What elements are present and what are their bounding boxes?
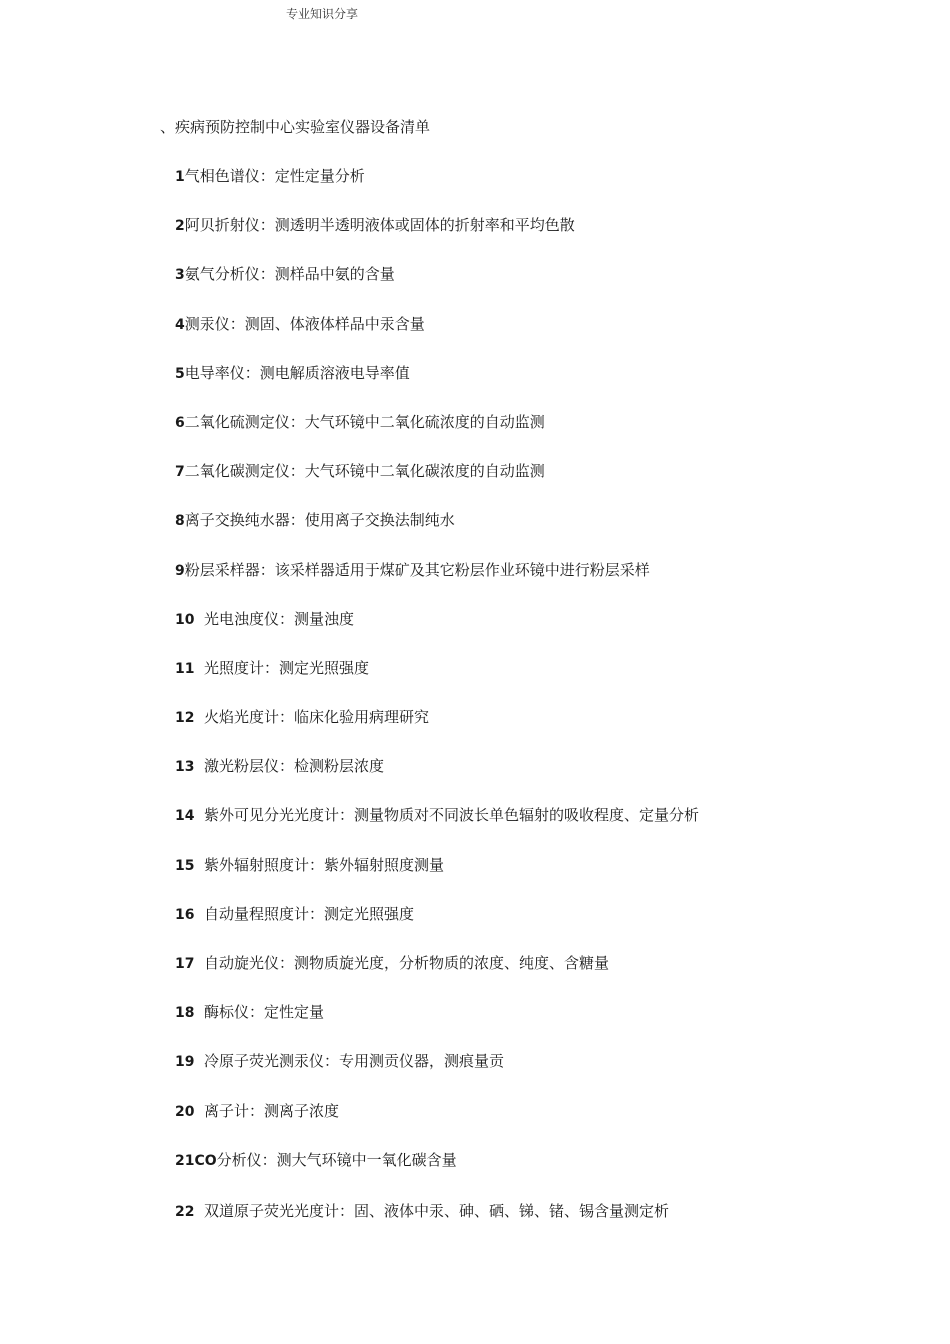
item-number: 1 [175,169,185,185]
item-text: 紫外可见分光光度计：测量物质对不同波长单色辐射的吸收程度、定量分析 [204,806,700,825]
list-item [175,264,699,313]
item-number: 17 [175,956,195,972]
item-number: 9 [175,562,185,579]
list-item [175,166,699,215]
item-text: 自动量程照度计：测定光照强度 [204,904,415,923]
item-number: 20 [175,1103,195,1120]
item-number: 4 [175,316,185,333]
list-item [175,412,699,461]
item-separator [194,659,204,677]
list-item [175,314,699,363]
item-number: 16 [175,906,195,923]
item-text: 氨气分析仪：测样品中氨的含量 [184,265,395,284]
item-separator [194,1202,204,1220]
item-text: 二氧化碳测定仪：大气环镜中二氧化碳浓度的自动监测 [184,462,545,481]
item-text: 光电浊度仪：测量浊度 [204,609,355,628]
item-number: 10 [175,611,195,628]
item-text: 离子交换纯水器：使用离子交换法制纯水 [184,511,455,530]
item-text: 冷原子荧光测汞仪：专用测贡仪器，测痕量贡 [204,1052,505,1071]
item-separator [194,1102,204,1120]
item-text: 酶标仪：定性定量 [204,1003,325,1022]
item-text: 测汞仪：测固、体液体样品中汞含量 [184,314,425,333]
document-title: 、疾病预防控制中心实验室仪器设备清单 [160,118,431,136]
list-item [175,904,699,953]
item-number: 11 [175,660,195,677]
item-number: 22 [175,1203,195,1220]
list-item [175,805,699,854]
item-number: 5 [175,365,185,382]
list-item [175,1201,699,1250]
item-text: 气相色谱仪：定性定量分析 [184,167,365,185]
item-separator [194,954,204,972]
item-text: 二氧化硫测定仪：大气环镜中二氧化硫浓度的自动监测 [184,412,545,431]
item-text: 电导率仪：测电解质溶液电导率值 [184,363,410,382]
item-number: 6 [175,414,185,431]
item-text: 自动旋光仪：测物质旋光度，分析物质的浓度、纯度、含糖量 [204,954,610,972]
list-item [175,707,699,756]
item-number: 18 [175,1005,195,1022]
item-separator [194,856,204,874]
item-separator [194,1003,204,1021]
item-text: 离子计：测离子浓度 [204,1101,340,1120]
list-item [175,1051,699,1100]
item-separator [194,610,204,628]
item-separator [194,806,204,824]
list-item [175,609,699,658]
item-text: 分析仪：测大气环镜中一氧化碳含量 [216,1150,457,1169]
item-number: 13 [175,759,195,776]
item-number: 2 [175,218,185,235]
list-item [175,1002,699,1051]
item-separator [194,1052,204,1070]
item-separator [194,757,204,775]
list-item [175,510,699,559]
item-number: 19 [175,1054,195,1071]
item-separator [194,905,204,923]
item-number: 3 [175,267,185,284]
item-text: 光照度计：测定光照强度 [204,658,370,677]
item-text: 粉层采样器：该采样器适用于煤矿及其它粉层作业环镜中进行粉层采样 [184,560,650,579]
list-item [175,855,699,904]
item-text: 激光粉层仪：检测粉层浓度 [204,757,385,776]
list-item [175,1150,699,1199]
list-item [175,363,699,412]
item-separator [194,708,204,726]
item-text: 火焰光度计：临床化验用病理研究 [204,708,430,727]
item-number: 21CO [175,1152,217,1169]
item-number: 14 [175,808,195,825]
list-item [175,658,699,707]
item-number: 8 [175,513,185,530]
list-item [175,1101,699,1150]
item-text: 双道原子荧光光度计：固、液体中汞、砷、硒、锑、锗、锡含量测定析 [204,1201,670,1220]
list-item [175,756,699,805]
list-item [175,461,699,510]
list-item [175,215,699,264]
item-number: 7 [175,464,185,481]
list-item [175,953,699,1002]
item-number: 15 [175,857,195,874]
item-text: 阿贝折射仪：测透明半透明液体或固体的折射率和平均色散 [184,216,575,235]
header-note: 专业知识分享 [286,7,359,21]
equipment-list [175,166,699,1250]
list-item [175,560,699,609]
item-number: 12 [175,710,195,727]
item-text: 紫外辐射照度计：紫外辐射照度测量 [204,855,445,874]
